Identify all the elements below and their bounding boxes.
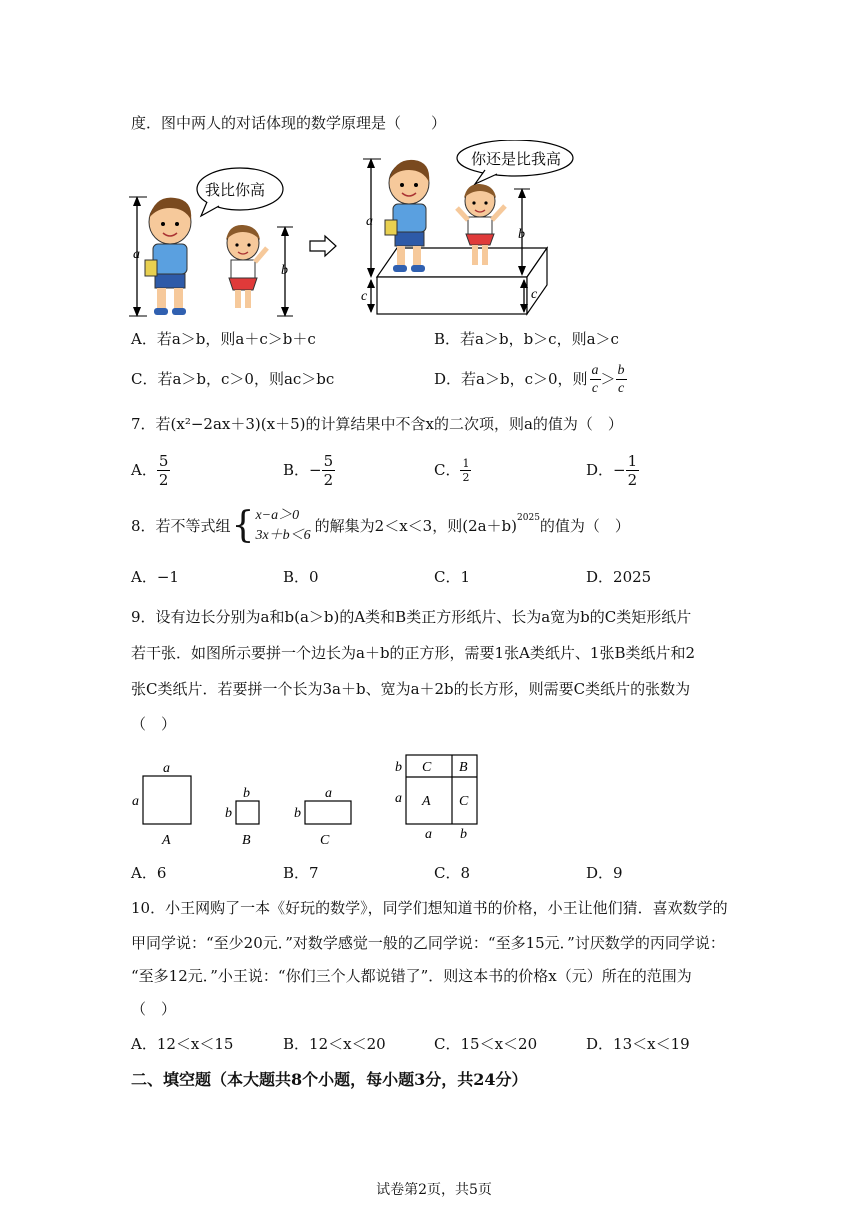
- right-arrow-icon: [310, 236, 336, 256]
- girl-figure-left: [226, 225, 267, 308]
- label-b-right: b: [518, 227, 525, 242]
- q6-option-b: B．若a＞b，b＞c，则a＞c: [434, 330, 619, 348]
- q8-prefix: 8．若不等式组: [131, 517, 231, 535]
- label-a-right: a: [366, 214, 373, 229]
- option-label: C．: [434, 461, 461, 479]
- section-heading: 二、填空题（本大题共8个小题，每小题3分，共24分）: [131, 1070, 528, 1089]
- comp-a-bottom: a: [425, 827, 432, 842]
- fraction: [590, 362, 601, 397]
- fig-c-top: a: [325, 786, 332, 801]
- exponent: 2025: [517, 513, 540, 523]
- q7-option-d: [586, 450, 639, 490]
- q8-middle: 的解集为2＜x＜3，则(2a＋b): [314, 517, 518, 535]
- fraction: [626, 452, 640, 489]
- q7-option-a: [131, 450, 170, 490]
- q10-line-4: （ ）: [131, 1000, 177, 1018]
- fraction: [616, 362, 627, 397]
- inequality-1: x−a＞0: [255, 508, 300, 523]
- fig-C-label: C: [320, 833, 330, 848]
- brace-icon: {: [231, 505, 255, 546]
- fig-a-top: a: [163, 761, 170, 776]
- q7-stem: 7．若(x²−2ax＋3)(x＋5)的计算结果中不含x的二次项，则a的值为（ ）: [131, 415, 623, 433]
- inequality-2: 3x＋b＜6: [255, 528, 311, 543]
- numerator: 1: [627, 451, 638, 470]
- q6-option-a: A．若a＞b，则a＋c＞b＋c: [131, 330, 316, 348]
- q10-option-a: A．12＜x＜15: [131, 1035, 234, 1053]
- bubble-right-text: 你还是比我高: [471, 152, 562, 168]
- fig-A-label: A: [162, 833, 171, 848]
- comp-A: A: [422, 794, 431, 809]
- label-c-left: c: [361, 289, 368, 304]
- q8-option-a: A．−1: [131, 568, 179, 586]
- page-footer: 试卷第2页，共5页: [376, 1182, 492, 1198]
- option-label: D．: [586, 461, 614, 479]
- numerator: 5: [158, 451, 169, 470]
- comp-b-left: b: [395, 760, 402, 775]
- fraction: [460, 457, 471, 484]
- q10-line-2: 甲同学说：“至少20元．”对数学感觉一般的乙同学说：“至多15元．”讨厌数学的丙同学说：: [131, 934, 725, 952]
- denominator: 2: [323, 470, 334, 489]
- question-continuation: 度．图中两人的对话体现的数学原理是（ ）: [131, 114, 447, 132]
- q6-option-d-prefix: D．若a＞b，c＞0，则: [434, 370, 588, 388]
- paper-pieces-figure: [125, 750, 505, 855]
- label-b-left: b: [281, 263, 288, 278]
- minus-sign: −: [613, 461, 626, 479]
- fraction: [157, 452, 171, 489]
- numerator: b: [617, 362, 625, 378]
- q10-option-c: C．15＜x＜20: [434, 1035, 538, 1053]
- q8-option-c: C．1: [434, 568, 471, 586]
- q9-line-2: 若干张．如图所示要拼一个边长为a＋b的正方形，需要1张A类纸片、1张B类纸片和2: [131, 644, 696, 662]
- q7-option-b: [283, 450, 335, 490]
- q9-option-a: A．6: [131, 864, 167, 882]
- q10-line-3: “至多12元．”小王说：“你们三个人都说错了”．则这本书的价格x（元）所在的范围为: [131, 967, 692, 985]
- option-label: B．: [283, 461, 310, 479]
- denominator: 2: [627, 470, 638, 489]
- numerator: a: [591, 362, 599, 378]
- fig-B-label: B: [242, 833, 251, 848]
- comp-C-right: C: [459, 794, 469, 809]
- comp-b-bottom: b: [460, 827, 467, 842]
- denominator: c: [591, 380, 599, 396]
- numerator: 1: [462, 456, 470, 470]
- gt-sign: ＞: [600, 370, 616, 388]
- comp-B: B: [459, 760, 468, 775]
- inequality-system: [255, 506, 310, 546]
- fig-b-left: b: [225, 806, 232, 821]
- q9-line-1: 9．设有边长分别为a和b(a＞b)的A类和B类正方形纸片、长为a宽为b的C类矩形纸片: [131, 608, 692, 626]
- height-comparison-figure: [125, 140, 595, 325]
- q9-line-3: 张C类纸片．若要拼一个长为3a＋b、宽为a＋2b的长方形，则需要C类纸片的张数为: [131, 680, 691, 698]
- comp-a-left: a: [395, 791, 402, 806]
- denominator: 2: [158, 470, 169, 489]
- boy-figure-left: [145, 198, 191, 315]
- label-c-right: c: [531, 287, 538, 302]
- fraction: [322, 452, 336, 489]
- q9-line-4: （ ）: [131, 715, 177, 733]
- fig-a-left: a: [132, 794, 139, 809]
- q8-stem: [131, 504, 630, 548]
- denominator: 2: [462, 470, 470, 484]
- q6-option-d: [434, 357, 627, 401]
- label-a-left: a: [133, 247, 140, 262]
- bubble-left-text: 我比你高: [205, 183, 266, 199]
- q6-option-c: C．若a＞b，c＞0，则ac＞bc: [131, 370, 335, 388]
- q9-option-d: D．9: [586, 864, 623, 882]
- option-label: A．: [131, 461, 157, 479]
- q9-option-b: B．7: [283, 864, 319, 882]
- fig-b-top: b: [243, 786, 250, 801]
- numerator: 5: [323, 451, 334, 470]
- comp-C-top: C: [422, 760, 432, 775]
- q8-option-b: B．0: [283, 568, 319, 586]
- q7-option-c: [434, 452, 471, 488]
- q10-line-1: 10．小王网购了一本《好玩的数学》，同学们想知道书的价格，小王让他们猜．喜欢数学的: [131, 899, 728, 917]
- denominator: c: [617, 380, 625, 396]
- q10-option-d: D．13＜x＜19: [586, 1035, 690, 1053]
- q8-option-d: D．2025: [586, 568, 652, 586]
- fig-c-left: b: [294, 806, 301, 821]
- q8-tail: 的值为（ ）: [539, 517, 630, 535]
- minus-sign: −: [309, 461, 322, 479]
- q9-option-c: C．8: [434, 864, 471, 882]
- q10-option-b: B．12＜x＜20: [283, 1035, 386, 1053]
